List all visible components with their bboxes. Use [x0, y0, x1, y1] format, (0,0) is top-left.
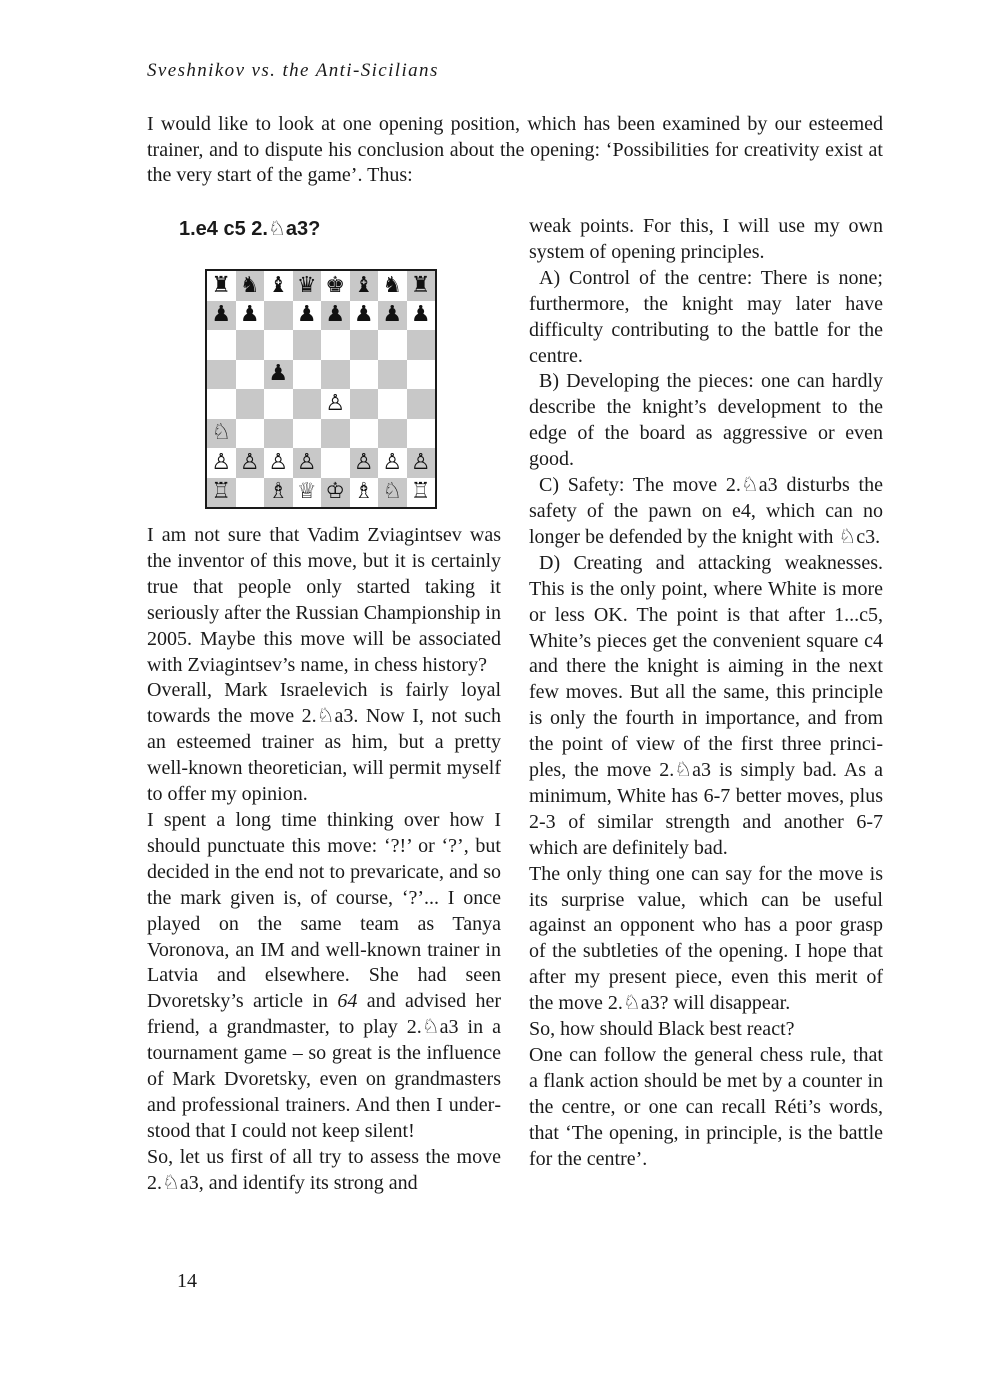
chess-board [205, 269, 437, 509]
square-h4 [407, 389, 436, 419]
square-g1: ♘ [378, 478, 407, 508]
square-g3 [378, 419, 407, 449]
square-d3 [293, 419, 322, 449]
square-e4: ♙ [321, 389, 350, 419]
paragraph-question: So, how should Black best react? [529, 1018, 795, 1041]
square-d7: ♟ [293, 301, 322, 331]
intro-paragraph: I would like to look at one opening position, which has been examined by our esteemed trainer, and to dispute his conclusion about the opening: ‘Possibilities for creativity exist at the very start of the game’. Thus: [147, 113, 883, 186]
right-column [529, 214, 883, 1173]
paragraph-loyal: Overall, Mark Israelevich is fairly loyal towards the move 2.♘a3. Now I, not such an esteemed trainer as him, but a pretty well-known theoretician, will permit myself to offer my opinion. [147, 679, 501, 806]
paragraph-flank: One can follow the general chess rule, that a flank action should be met by a counter in the centre, or one can recall Réti’s words, that ‘The opening, in principle, is the battle for the centre’. [529, 1044, 883, 1170]
square-a7: ♟ [207, 301, 236, 331]
square-b7: ♟ [236, 301, 265, 331]
magazine-title: 64 [337, 990, 358, 1013]
square-d4 [293, 389, 322, 419]
square-h7: ♟ [407, 301, 436, 331]
left-column [147, 214, 501, 1197]
square-a4 [207, 389, 236, 419]
principle-b: B) Developing the pieces: one can hardly describe the knight’s development to the edge of the board as aggressive or even good. [529, 370, 883, 471]
square-b1 [236, 478, 265, 508]
principle-a: A) Control of the centre: There is none; furthermore, the knight may later have difficulty contributing to the battle for the centre. [529, 266, 883, 367]
square-d6 [293, 330, 322, 360]
square-e3 [321, 419, 350, 449]
square-c7 [264, 301, 293, 331]
square-d1: ♕ [293, 478, 322, 508]
square-c8: ♝ [264, 271, 293, 301]
square-c2: ♙ [264, 448, 293, 478]
square-a3: ♘ [207, 419, 236, 449]
square-b2: ♙ [236, 448, 265, 478]
square-g8: ♞ [378, 271, 407, 301]
square-c5: ♟ [264, 360, 293, 390]
principle-c: C) Safety: The move 2.♘a3 disturbs the safety of the pawn on e4, which can no longer be defended by the knight with ♘c3. [529, 474, 883, 548]
paragraph-surprise: The only thing one can say for the move is its surprise value, which can be useful against an opponent who has a poor grasp of the subtleties of the opening. I hope that after my present piece, even this merit of the move 2.♘a3? will disappear. [529, 862, 883, 1015]
chess-diagram [205, 269, 441, 509]
square-a5 [207, 360, 236, 390]
square-g5 [378, 360, 407, 390]
square-b4 [236, 389, 265, 419]
square-e6 [321, 330, 350, 360]
square-b8: ♞ [236, 271, 265, 301]
principle-d: D) Creating and attacking weaknesses. This is the only point, where White is more or less OK. The point is that after 1...c5, White’s pieces get the convenient square c4 and there the knight is aiming in the next few moves. But all the same, this principle is only the fourth in importance, and from the point of view of the first three principles, the move 2.♘a3 is simply bad. As a minimum, White has 6-7 better moves, plus 2-3 of similar strength and another 6-7 which are definitely bad. [529, 551, 883, 859]
square-c6 [264, 330, 293, 360]
square-h5 [407, 360, 436, 390]
square-d8: ♛ [293, 271, 322, 301]
square-h1: ♖ [407, 478, 436, 508]
square-a1: ♖ [207, 478, 236, 508]
square-d2: ♙ [293, 448, 322, 478]
square-e2 [321, 448, 350, 478]
square-b3 [236, 419, 265, 449]
square-c4 [264, 389, 293, 419]
square-f7: ♟ [350, 301, 379, 331]
paragraph-punctuate-text: I spent a long time thinking over how I should punctuate this move: ‘?!’ or ‘?’, but decided in the end not to prevaricate, and so the mark given is, of course, ‘?’... I once played on the same team as Tanya Voronova, an IM and well-known trainer in Latvia and elsewhere. She had seen Dvoretsky’s article in [147, 808, 501, 1013]
square-e1: ♔ [321, 478, 350, 508]
diagram-heading: 1.e4 c5 2.♘a3? [179, 218, 321, 240]
square-h8: ♜ [407, 271, 436, 301]
square-g2: ♙ [378, 448, 407, 478]
square-h3 [407, 419, 436, 449]
square-f5 [350, 360, 379, 390]
square-e7: ♟ [321, 301, 350, 331]
running-head: Sveshnikov vs. the Anti-Sicilians [147, 60, 439, 81]
page-number: 14 [177, 1270, 197, 1292]
square-a8: ♜ [207, 271, 236, 301]
square-d5 [293, 360, 322, 390]
paragraph-punctuate [147, 808, 501, 1145]
square-g7: ♟ [378, 301, 407, 331]
square-f6 [350, 330, 379, 360]
square-g4 [378, 389, 407, 419]
square-f2: ♙ [350, 448, 379, 478]
paragraph-zviagintsev: I am not sure that Vadim Zviagintsev was the inventor of this move, but it is certainly true that people only started taking it seriously after the Russian Championship in 2005. Maybe this move will be associated with Zviagintsev’s name, in chess history? [147, 524, 501, 676]
square-e5 [321, 360, 350, 390]
square-a6 [207, 330, 236, 360]
square-b5 [236, 360, 265, 390]
square-g6 [378, 330, 407, 360]
square-c1: ♗ [264, 478, 293, 508]
paragraph-assess: So, let us first of all try to assess the move 2.♘a3, and identify its strong and [147, 1145, 501, 1194]
square-b6 [236, 330, 265, 360]
square-f1: ♗ [350, 478, 379, 508]
square-h2: ♙ [407, 448, 436, 478]
square-h6 [407, 330, 436, 360]
square-f3 [350, 419, 379, 449]
square-f8: ♝ [350, 271, 379, 301]
square-c3 [264, 419, 293, 449]
paragraph-punctuate-rest: and advised her friend, a grandmaster, to play 2.♘a3 in a tournament game – so great is the influence of Mark Dvoretsky, even on grandmasters and professional trainers. And then I understood that I could not keep silent! [147, 990, 501, 1142]
square-a2: ♙ [207, 448, 236, 478]
paragraph-weak-points: weak points. For this, I will use my own system of opening principles. [529, 215, 883, 263]
square-e8: ♚ [321, 271, 350, 301]
square-f4 [350, 389, 379, 419]
